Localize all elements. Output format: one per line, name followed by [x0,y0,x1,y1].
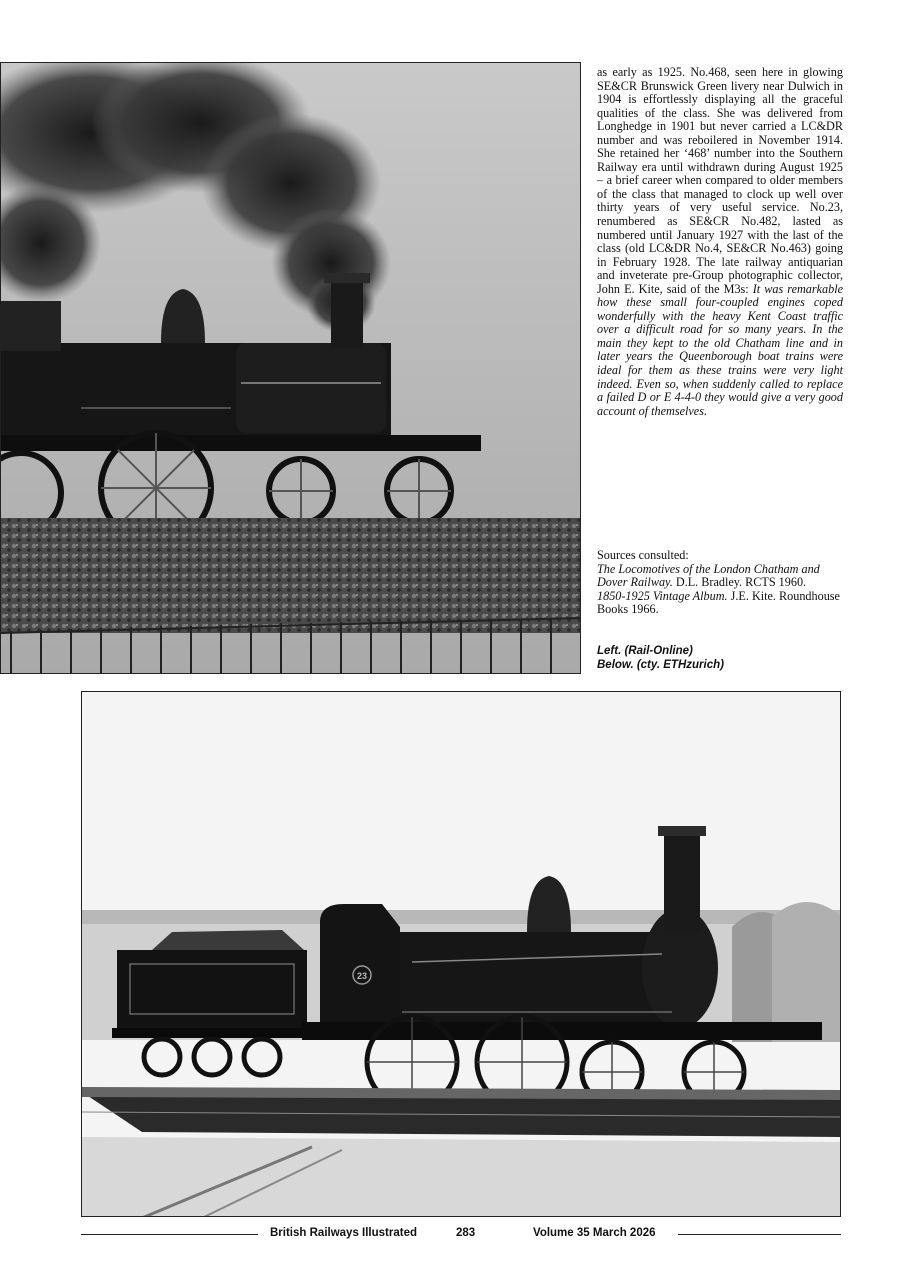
hedge [1,518,581,633]
publication-title: British Railways Illustrated [270,1227,417,1239]
sources-heading: Sources consulted: [597,548,689,562]
source-ref-kite-title: 1850-1925 Vintage Album. [597,588,728,603]
credit-left: Left. (Rail-Online) [597,645,693,657]
source-ref-kite-detail: J.E. Kite. Roundhouse Books 1966. [597,588,840,617]
locomotive-468-photo [0,62,581,674]
page-footer [81,1227,841,1243]
source-ref-bradley-detail: D.L. Bradley. RCTS 1960. [672,575,807,590]
article-body: as early as 1925. No.468, seen here in glowing SE&CR Brunswick Green livery near Dulwich in 1904 is effortlessly displaying all the graceful qualities of the class. She was delivered from Longhedge in 1901 but never carried a LC&DR number and was reboilered in November 1914. She retained her ‘468’ number into the Southern Railway era until withdrawn during August 1925 – a brief career when compared to older members of the class that managed to clock up well over thirty years of very useful service. No.23, renumbered as SE&CR No.482, lasted as numbered until January 1927 with the last of the class (old LC&DR No.4, SE&CR No.463) going in February 1928. The late railway antiquarian and inveterate pre-Group photographic collector, John E. Kite, said of the M3s: [597,65,843,296]
page-number: 283 [456,1227,476,1239]
credit-below: Below. (cty. ETHzurich) [597,658,724,671]
locomotive-23-photo [81,691,841,1217]
source-ref-kite [597,590,843,617]
turntable [82,1087,841,1217]
article-text-column [597,66,843,418]
footer-rule-right [678,1234,841,1235]
locomotive-23-illustration [82,692,841,1217]
cabside-number: 23 [356,971,368,981]
kite-quote: It was remarkable how these small four-coupled engines coped wonderfully with the heavy Kent Coast traffic over a difficult road for so many years. In the main they kept to the old Chatham line and in later years the Queenborough boat trains were ideal for them as these trains were very light indeed. Even so, when suddenly called to replace a failed D or E 4-4-0 they would give a very good account of themselves. [597,281,844,418]
footer-rule-left [81,1234,258,1235]
locomotive-468-illustration [1,63,581,674]
photo-credits [597,645,843,672]
issue-volume: Volume 35 March 2026 [533,1227,656,1239]
source-ref-bradley-title: The Locomotives of the London Chatham and Dover Railway. [597,561,820,590]
sources-consulted [597,549,843,617]
article-paragraph [597,66,843,418]
source-ref-bradley [597,563,843,590]
